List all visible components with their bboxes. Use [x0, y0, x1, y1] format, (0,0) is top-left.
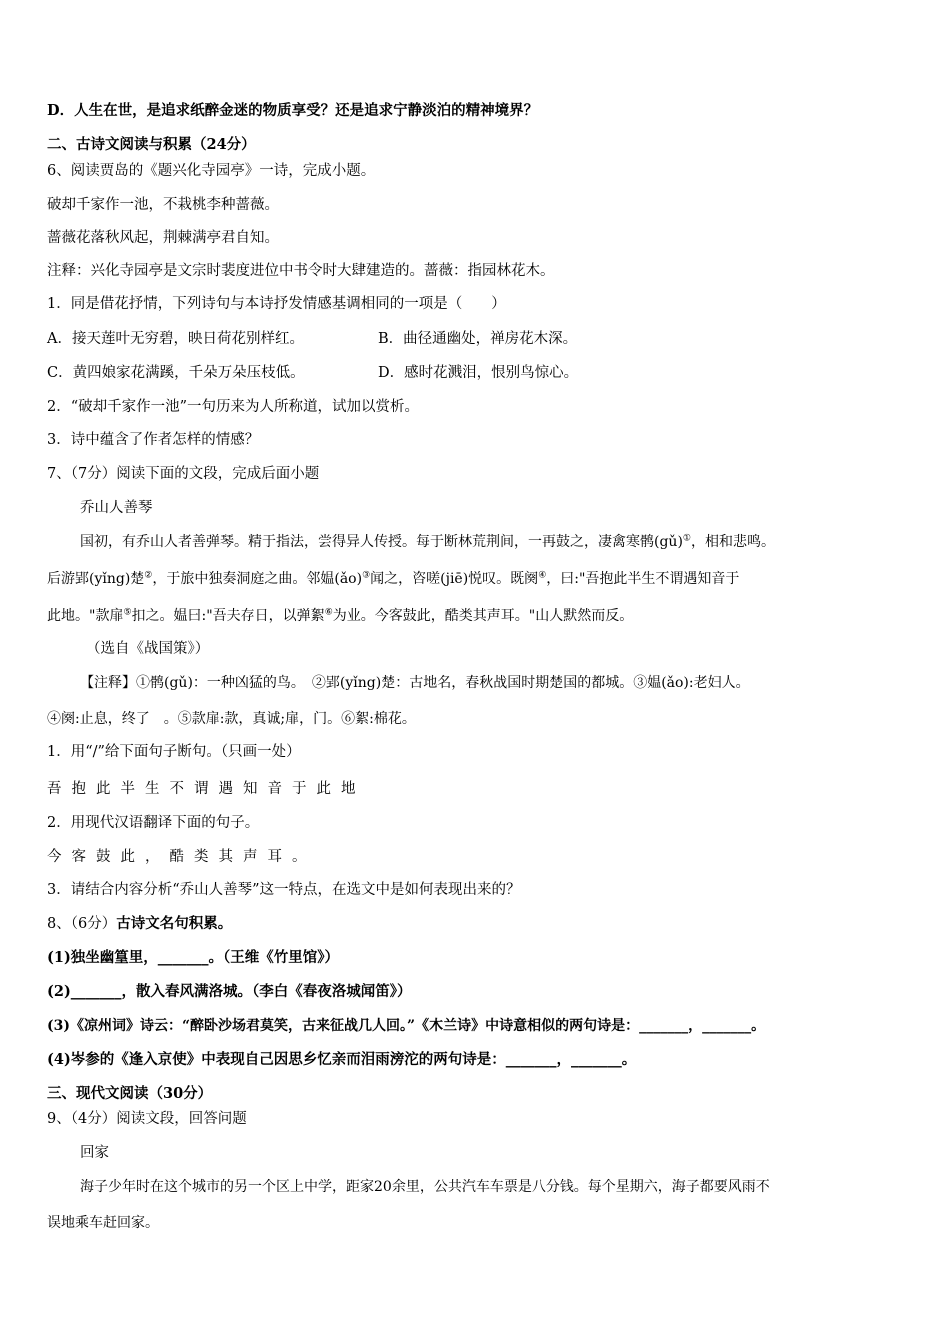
question-6-prompt: 6、阅读贾岛的《题兴化寺园亭》一诗，完成小题。 [47, 163, 376, 179]
passage-source: （选自《战国策》） [86, 641, 210, 657]
q6-sub3: 3．诗中蕴含了作者怎样的情感？ [47, 432, 260, 448]
q8-item-1: (1)独坐幽篁里，_______。（王维《竹里馆》） [47, 949, 340, 966]
q6-sub1: 1．同是借花抒情，下列诗句与本诗抒发情感基调相同的一项是（ ） [47, 296, 506, 312]
option-d: D．感时花溅泪，恨别鸟惊心。 [378, 365, 579, 381]
q7-sub1-sentence: 吾抱此半生不谓遇知音于此地 [47, 781, 366, 797]
story-title: 回家 [80, 1145, 109, 1161]
passage-title: 乔山人善琴 [80, 500, 153, 516]
poem-note: 注释：兴化寺园亭是文宗时裴度进位中书令时大肆建造的。蔷薇：指园林花木。 [47, 263, 555, 279]
q7-sub1: 1．用“/”给下面句子断句。（只画一处） [47, 744, 301, 760]
passage-notes-1: 【注释】①鹘(gǔ)：一种凶猛的鸟。 ②郢(yǐng)楚：古地名，春秋战国时期楚国的都城。③媪(ǎo):老妇人。 [80, 675, 750, 691]
story-line-1: 海子少年时在这个城市的另一个区上中学，距家20余里，公共汽车车票是八分钱。每个星期六，海子都要风雨不 [80, 1179, 770, 1195]
q7-sub3: 3．请结合内容分析“乔山人善琴”这一特点，在选文中是如何表现出来的？ [47, 882, 521, 898]
poem-line-2: 蔷薇花落秋风起，荆棘满亭君自知。 [47, 230, 279, 246]
question-7-prompt: 7、（7分）阅读下面的文段，完成后面小题 [47, 466, 320, 482]
option-d-line: D．人生在世，是追求纸醉金迷的物质享受？还是追求宁静淡泊的精神境界？ [47, 102, 539, 119]
question-8-prompt: 8、（6分）古诗文名句积累。 [47, 915, 233, 932]
story-line-2: 误地乘车赶回家。 [47, 1215, 159, 1231]
q6-sub2: 2．“破却千家作一池”一句历来为人所称道，试加以赏析。 [47, 399, 420, 415]
option-c: C．黄四娘家花满蹊，千朵万朵压枝低。 [47, 365, 305, 381]
passage-notes-2: ④阕:止息，终了 。⑤款扉:款，真诚;扉，门。⑥絮:棉花。 [47, 711, 416, 727]
q7-sub2: 2．用现代汉语翻译下面的句子。 [47, 815, 260, 831]
passage-line-1: 国初，有乔山人者善弹琴。精于指法，尝得异人传授。每于断林荒荆间，一再鼓之，凄禽寒鹘(gǔ)①，相和悲鸣。 [80, 533, 775, 550]
passage-line-3: 此地。"款扉⑤扣之。媪曰:"吾夫存日，以弹絮⑥为业。今客鼓此，酷类其声耳。"山人默然而反。 [47, 607, 634, 624]
passage-line-2: 后游郢(yǐng)楚②，于旅中独奏洞庭之曲。邻媪(ǎo)③闻之，咨嗟(jiē)悦叹。既阕④，曰:"吾抱此半生不谓遇知音于 [47, 570, 740, 587]
q7-sub2-sentence: 今客鼓此，酷类其声耳。 [47, 849, 317, 865]
q8-item-4: (4)岑参的《逢入京使》中表现自己因思乡忆亲而泪雨滂沱的两句诗是：_______，_______。 [47, 1051, 637, 1068]
option-b: B．曲径通幽处，禅房花木深。 [378, 331, 578, 347]
q8-item-2: (2)_______，散入春风满洛城。（李白《春夜洛城闻笛》） [47, 983, 412, 1000]
option-a: A．接天莲叶无穷碧，映日荷花别样红。 [47, 331, 304, 347]
q8-item-3: (3)《凉州词》诗云：“醉卧沙场君莫笑，古来征战几人回。”《木兰诗》中诗意相似的两句诗是：_______，_______。 [47, 1018, 766, 1034]
poem-line-1: 破却千家作一池，不栽桃李种蔷薇。 [47, 197, 279, 213]
section-heading-classical: 二、古诗文阅读与积累（24分） [47, 136, 256, 153]
question-9-prompt: 9、（4分）阅读文段，回答问题 [47, 1111, 247, 1127]
section-heading-modern: 三、现代文阅读（30分） [47, 1085, 213, 1102]
